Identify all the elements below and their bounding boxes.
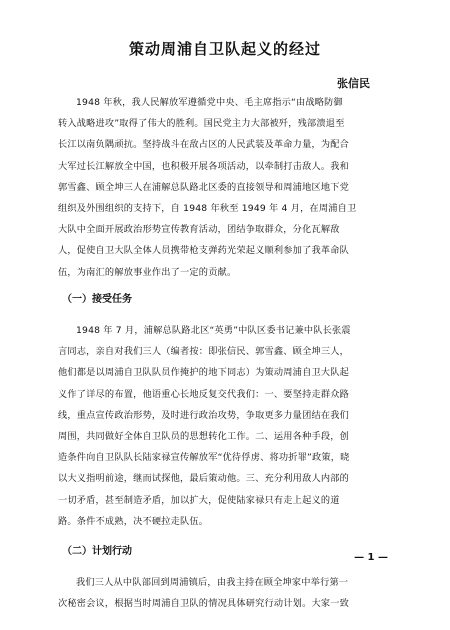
paragraph-line: 线，重点宣传政治形势，及时进行政治攻势，争取更多力量团结在我们 [58, 409, 350, 421]
paragraph-line: 路。条件不成熟，决不硬拉走队伍。 [58, 515, 209, 527]
paragraph-line: 言同志，亲自对我们三人（编者按：即张信民、郭雪鑫、顾全坤三人， [58, 346, 350, 358]
paragraph-1 [58, 92, 396, 283]
paragraph-line: 义作了详尽的布置，他语重心长地反复交代我们：一、要坚持走群众路 [58, 388, 350, 400]
paragraph-line: 郭雪鑫、顾全坤三人在浦解总队路北区委的直接领导和周浦地区地下党 [58, 181, 350, 193]
page-number: — 1 — [354, 552, 388, 563]
paragraph-line: 一切矛盾，甚至制造矛盾，加以扩大，促使陆家禄只有走上起义的道 [58, 494, 340, 506]
paragraph-line: 我们三人从中队部回到周浦镇后，由我主持在顾全坤家中举行第一 [76, 577, 349, 588]
paragraph-line: 造条件向自卫队队长陆家禄宣传解放军“优待俘虏、将功折罪”政策，晓 [58, 452, 350, 464]
document-title: 策动周浦自卫队起义的经过 [128, 40, 321, 58]
paragraph-line: 人，促使自卫大队全体人员携带枪支弹药光荣起义顺利参加了我革命队 [58, 245, 350, 257]
paragraph-line: 他们都是以周浦自卫队队员作掩护的地下同志）为策动周浦自卫大队起 [58, 367, 350, 379]
paragraph-line: 以大义指明前途，继而试探他，最后策动他。三、充分利用敌人内部的 [58, 473, 350, 485]
paragraph-2 [58, 320, 396, 532]
paragraph-line: 组织及外围组织的支持下，自 1948 年秋至 1949 年 4 月，在周浦自卫 [58, 203, 357, 215]
paragraph-line: 大军过长江解放全中国，也积极开展各项活动，以牵制打击敌人。我和 [58, 160, 350, 172]
section-heading-1: （一）接受任务 [62, 294, 132, 305]
paragraph-line: 长江以南负隅顽抗。坚持战斗在敌占区的人民武装及革命力量，为配合 [58, 139, 350, 151]
author-name: 张信民 [337, 77, 370, 90]
paragraph-line: 1948 年秋，我人民解放军遵循党中央、毛主席指示“由战略防御 [76, 97, 343, 108]
paragraph-line: 伍，为南汇的解放事业作出了一定的贡献。 [58, 266, 237, 278]
paragraph-line: 1948 年 7 月，浦解总队路北区“英勇”中队区委书记兼中队长张震 [76, 325, 351, 336]
paragraph-3 [58, 572, 396, 614]
paragraph-line: 次秘密会议，根据当时周浦自卫队的情况具体研究行动计划。大家一致 [58, 598, 350, 610]
paragraph-line: 大队中全面开展政治形势宣传教育活动，团结争取群众，分化瓦解敌 [58, 224, 340, 236]
paragraph-line: 周围，共同做好全体自卫队员的思想转化工作。二、运用各种手段，创 [58, 431, 350, 443]
paragraph-line: 转入战略进攻”取得了伟大的胜利。国民党主力大部被歼，残部溃退至 [58, 118, 345, 130]
section-heading-2: （二）计划行动 [62, 546, 132, 557]
